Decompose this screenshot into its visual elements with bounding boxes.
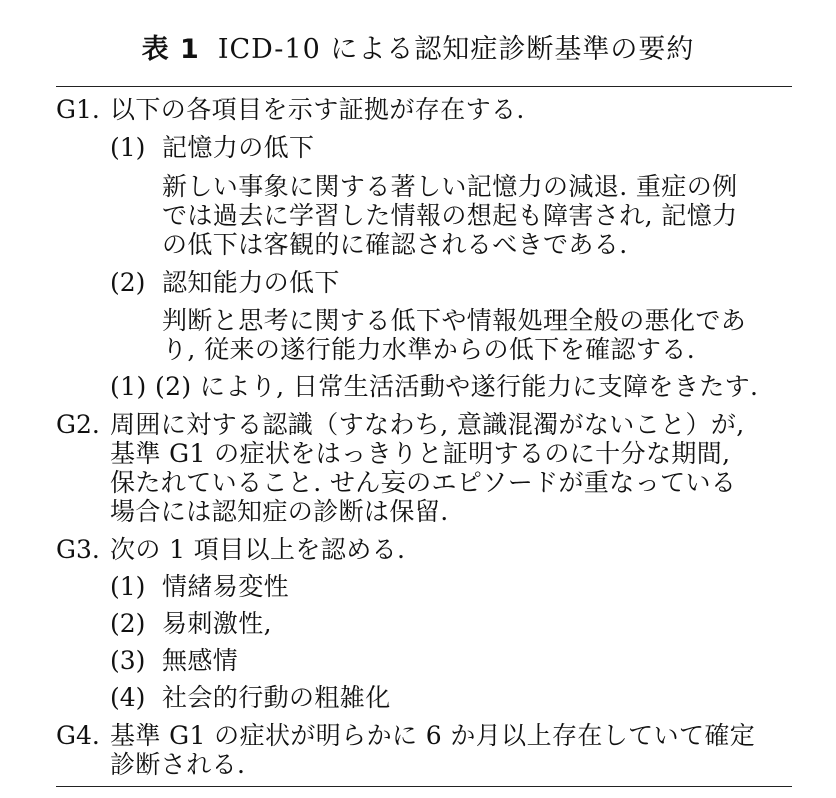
- g1-item2-line: り, 従来の遂行能力水準からの低下を確認する.: [162, 335, 696, 364]
- g1-item1-title: 記憶力の低下: [162, 133, 315, 162]
- g4-line: 診断される.: [110, 750, 246, 779]
- g2-line: 周囲に対する認識（すなわち, 意識混濁がないこと）が,: [110, 410, 745, 439]
- g1-item2-title: 認知能力の低下: [162, 268, 340, 297]
- table-title-text: ICD-10 による認知症診断基準の要約: [217, 34, 695, 65]
- table-number: 表 1: [141, 34, 200, 65]
- g1-text: 以下の各項目を示す証拠が存在する.: [110, 95, 525, 124]
- g1-item1-line: 新しい事象に関する著しい記憶力の減退. 重症の例: [162, 172, 738, 201]
- g1-item2-line: 判断と思考に関する低下や情報処理全般の悪化であ: [162, 306, 747, 335]
- g3-item-number: (1): [110, 572, 146, 601]
- g3-item-number: (2): [110, 609, 146, 638]
- g3-item-number: (4): [110, 683, 146, 712]
- g3-label: G3.: [56, 535, 100, 564]
- g2-line: 保たれていること. せん妄のエピソードが重なっている: [110, 468, 737, 497]
- bottom-rule: [56, 786, 792, 787]
- g4-line: 基準 G1 の症状が明らかに 6 か月以上存在していて確定: [110, 721, 756, 750]
- g1-item1-line: の低下は客観的に確認されるべきである.: [162, 230, 628, 259]
- g1-summary: (1) (2) により, 日常生活活動や遂行能力に支障をきたす.: [110, 372, 759, 401]
- g1-item2-number: (2): [110, 268, 146, 297]
- g3-item-text: 社会的行動の粗雑化: [162, 683, 391, 712]
- g1-item1-line: では過去に学習した情報の想起も障害され, 記憶力: [162, 201, 738, 230]
- g3-item-text: 無感情: [162, 646, 239, 675]
- g3-item-text: 易刺激性,: [162, 609, 272, 638]
- g3-text: 次の 1 項目以上を認める.: [110, 535, 406, 564]
- g1-label: G1.: [56, 95, 100, 124]
- g3-item-text: 情緒易変性: [162, 572, 290, 601]
- g1-item1-number: (1): [110, 133, 146, 162]
- g2-line: 場合には認知症の診断は保留.: [110, 497, 449, 526]
- g4-label: G4.: [56, 721, 100, 750]
- g2-line: 基準 G1 の症状をはっきりと証明するのに十分な期間,: [110, 439, 731, 468]
- g3-item-number: (3): [110, 646, 146, 675]
- g2-label: G2.: [56, 410, 100, 439]
